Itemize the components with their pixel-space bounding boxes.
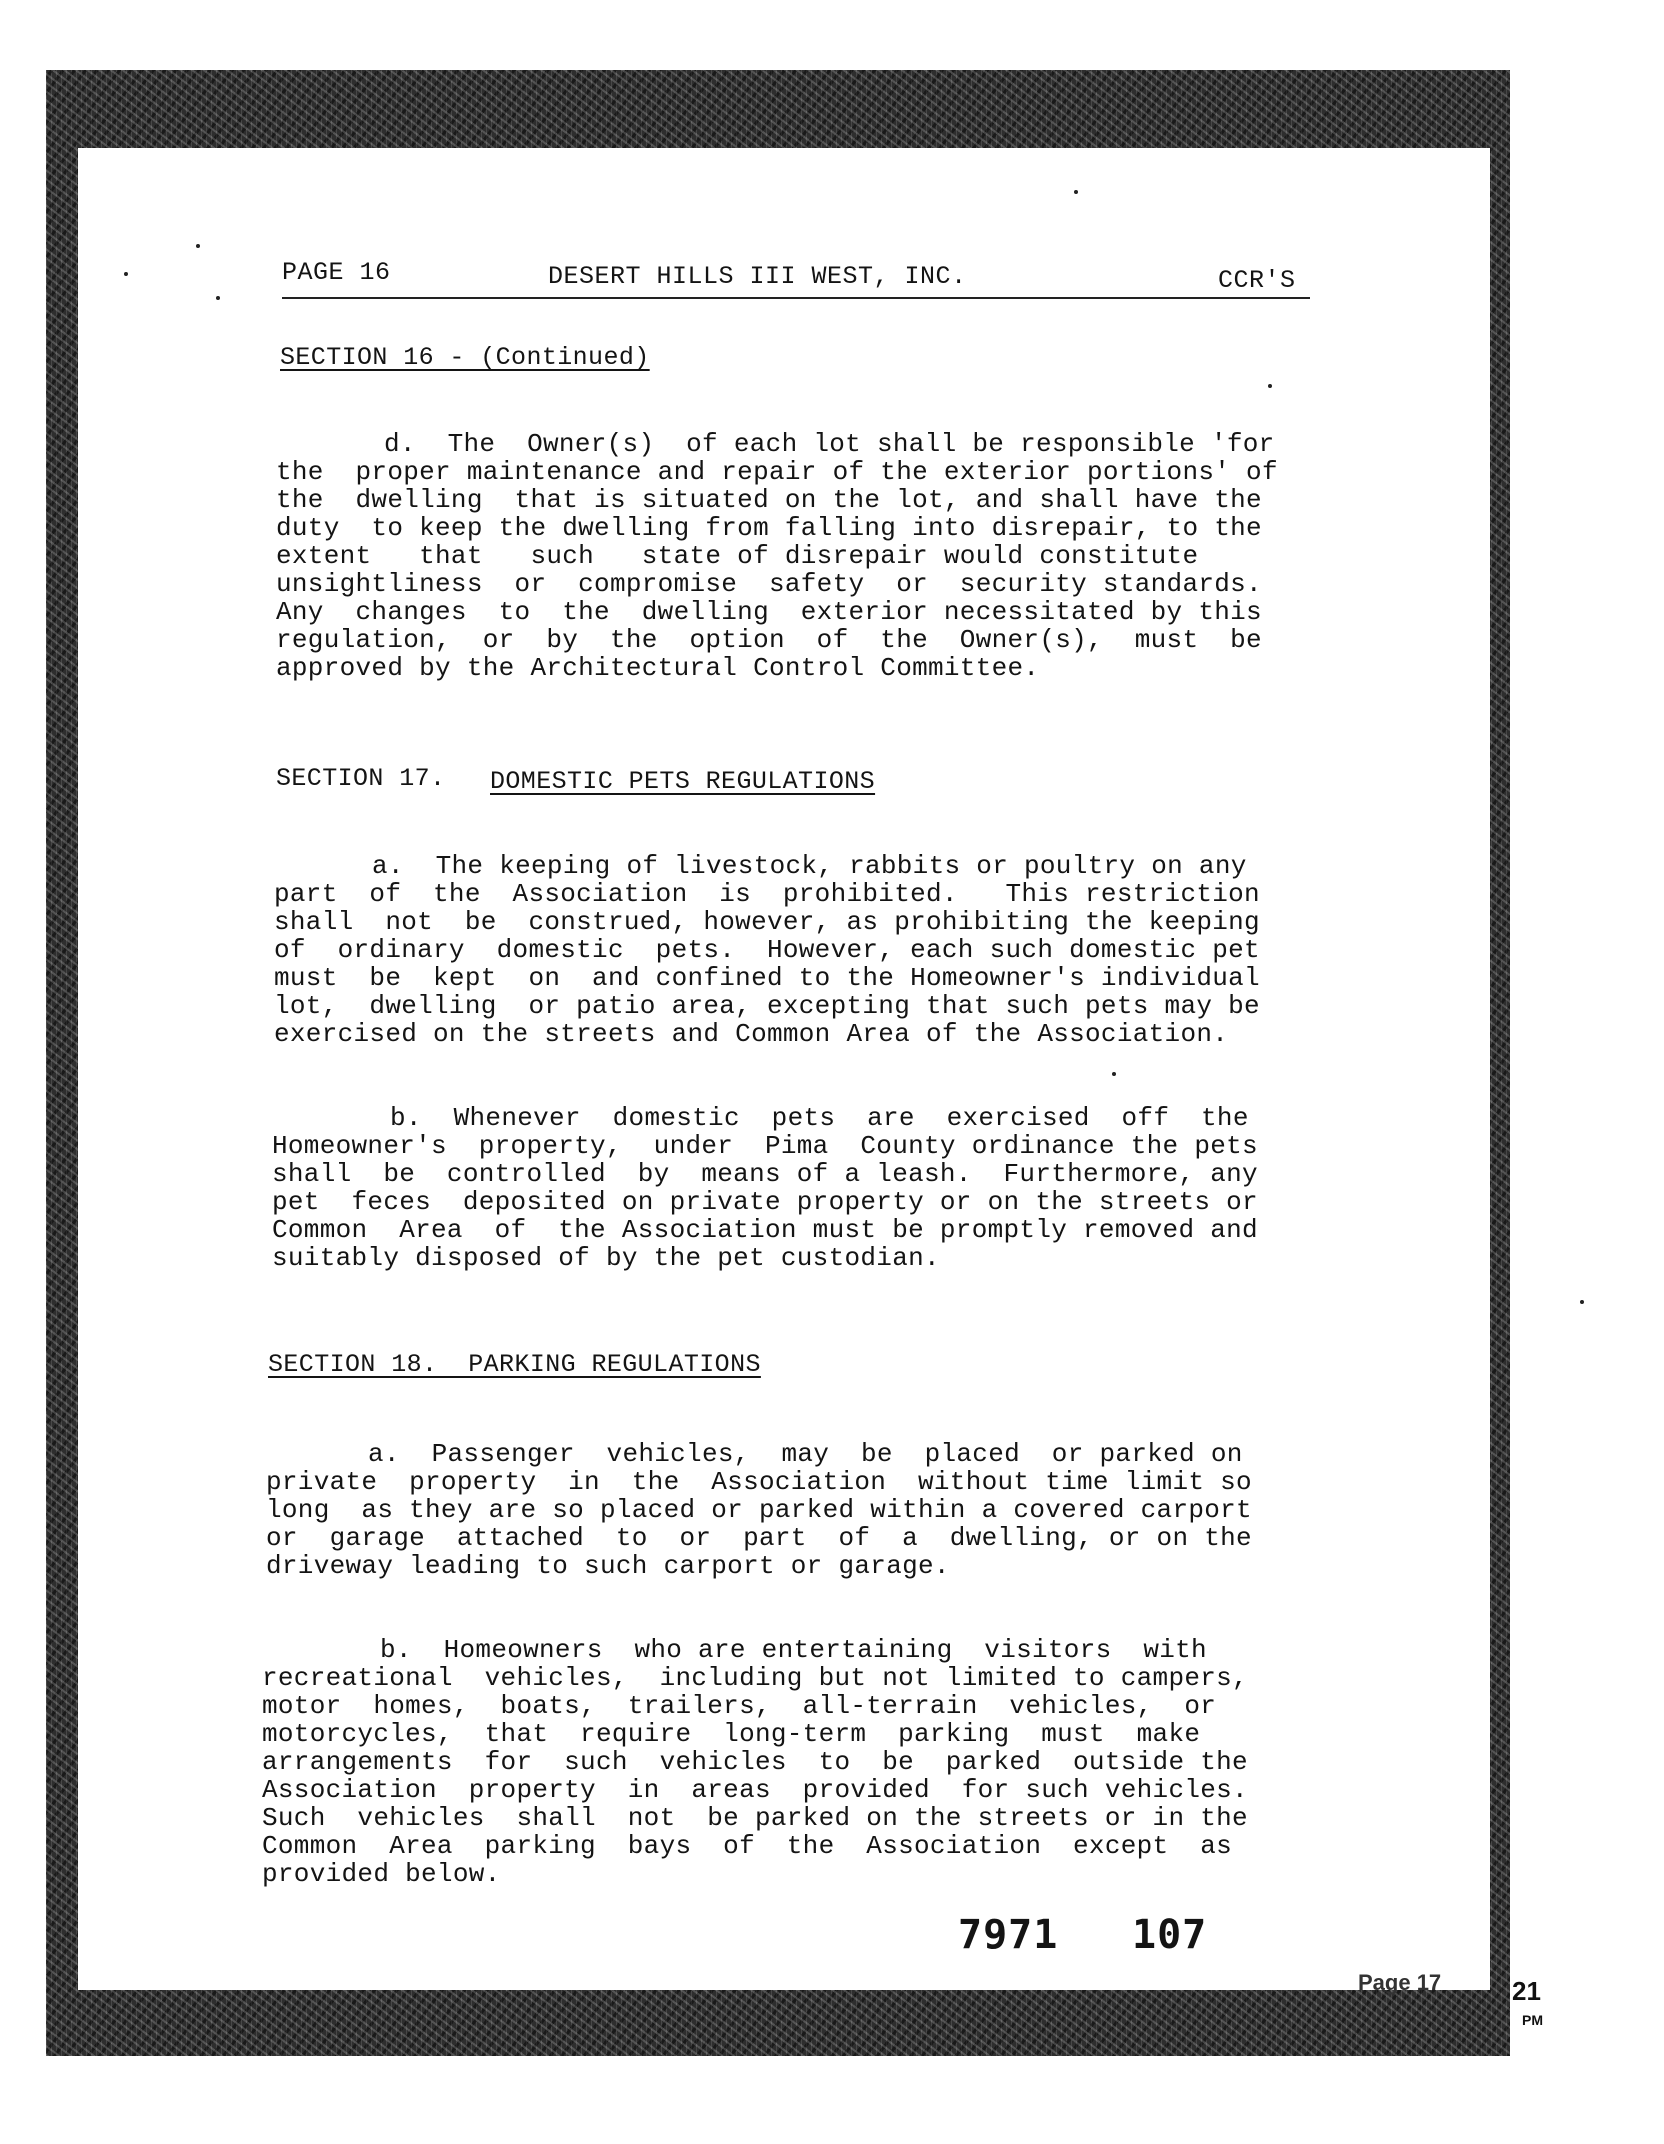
- section-17-para-a: [274, 852, 1314, 1048]
- section-17-para-b: [272, 1104, 1312, 1272]
- paragraph-line: driveway leading to such carport or garage.: [266, 1551, 950, 1581]
- paragraph-line: motorcycles, that require long-term parking must make: [262, 1719, 1201, 1749]
- scan-speck: [124, 272, 128, 276]
- paragraph-line: pet feces deposited on private property or on the streets or: [272, 1187, 1258, 1217]
- header-page-label: PAGE 16: [282, 258, 391, 287]
- paragraph-line: or garage attached to or part of a dwelling, or on the: [266, 1523, 1252, 1553]
- paragraph-line: private property in the Association without time limit so: [266, 1467, 1252, 1497]
- paragraph-line: unsightliness or compromise safety or security standards.: [276, 569, 1262, 599]
- paragraph-line: the proper maintenance and repair of the exterior portions' of: [276, 457, 1278, 487]
- paragraph-line: duty to keep the dwelling from falling into disrepair, to the: [276, 513, 1262, 543]
- scan-speck: [1268, 384, 1272, 388]
- paragraph-line: b. Whenever domestic pets are exercised off the: [390, 1103, 1249, 1133]
- paragraph-line: Common Area parking bays of the Association except as: [262, 1831, 1233, 1861]
- recording-book-number: 7971: [958, 1912, 1059, 1958]
- section-18-para-a: [266, 1440, 1308, 1580]
- section-16-heading: SECTION 16 - (Continued): [280, 343, 650, 372]
- paragraph-line: Any changes to the dwelling exterior necessitated by this: [276, 597, 1262, 627]
- paragraph-line: shall be controlled by means of a leash. Furthermore, any: [272, 1159, 1258, 1189]
- header-rule: [282, 297, 1310, 299]
- paragraph-line: Association property in areas provided for such vehicles.: [262, 1775, 1248, 1805]
- paragraph-line: shall not be construed, however, as prohibiting the keeping: [274, 907, 1260, 937]
- paragraph-line: arrangements for such vehicles to be parked outside the: [262, 1747, 1248, 1777]
- paragraph-line: b. Homeowners who are entertaining visitors with: [380, 1635, 1207, 1665]
- paragraph-line: suitably disposed of by the pet custodian.: [272, 1243, 940, 1273]
- paragraph-line: motor homes, boats, trailers, all-terrain vehicles, or: [262, 1691, 1217, 1721]
- paragraph-line: Homeowner's property, under Pima County ordinance the pets: [272, 1131, 1258, 1161]
- paragraph-line: a. Passenger vehicles, may be placed or parked on: [368, 1439, 1243, 1469]
- paragraph-line: a. The keeping of livestock, rabbits or poultry on any: [372, 851, 1247, 881]
- scan-speck: [1580, 1300, 1584, 1304]
- margin-number: 21: [1512, 1976, 1541, 2006]
- paragraph-line: exercised on the streets and Common Area of the Association.: [274, 1019, 1229, 1049]
- paragraph-line: approved by the Architectural Control Committee.: [276, 653, 1040, 683]
- paragraph-line: d. The Owner(s) of each lot shall be responsible 'for: [384, 429, 1275, 459]
- paragraph-line: the dwelling that is situated on the lot, and shall have the: [276, 485, 1262, 515]
- paragraph-line: part of the Association is prohibited. This restriction: [274, 879, 1260, 909]
- paragraph-line: of ordinary domestic pets. However, each such domestic pet: [274, 935, 1260, 965]
- paragraph-line: recreational vehicles, including but not limited to campers,: [262, 1663, 1248, 1693]
- section-17-number: SECTION 17.: [276, 764, 446, 793]
- paragraph-line: regulation, or by the option of the Owner(s), must be: [276, 625, 1262, 655]
- scan-speck: [216, 296, 220, 300]
- header-company: DESERT HILLS III WEST, INC.: [548, 262, 967, 291]
- header-doc-code: CCR'S: [1218, 266, 1296, 295]
- section-16-para-d: [276, 430, 1316, 682]
- scan-speck: [1112, 1072, 1116, 1076]
- scan-speck: [1074, 190, 1078, 194]
- paragraph-line: provided below.: [262, 1859, 501, 1889]
- section-18-para-b: [262, 1636, 1304, 1888]
- margin-time: PM: [1522, 2012, 1543, 2028]
- paragraph-line: must be kept on and confined to the Homeowner's individual: [274, 963, 1260, 993]
- paragraph-line: lot, dwelling or patio area, excepting that such pets may be: [274, 991, 1260, 1021]
- section-18-heading: SECTION 18. PARKING REGULATIONS: [268, 1350, 761, 1379]
- margin-page-stamp: Page 17: [1358, 1970, 1442, 1995]
- paragraph-line: Such vehicles shall not be parked on the streets or in the: [262, 1803, 1248, 1833]
- paragraph-line: extent that such state of disrepair would constitute: [276, 541, 1199, 571]
- paragraph-line: long as they are so placed or parked within a covered carport: [266, 1495, 1252, 1525]
- paragraph-line: Common Area of the Association must be promptly removed and: [272, 1215, 1258, 1245]
- recording-page-number: 107: [1132, 1912, 1208, 1958]
- scan-speck: [196, 244, 200, 248]
- section-17-title: DOMESTIC PETS REGULATIONS: [490, 767, 876, 796]
